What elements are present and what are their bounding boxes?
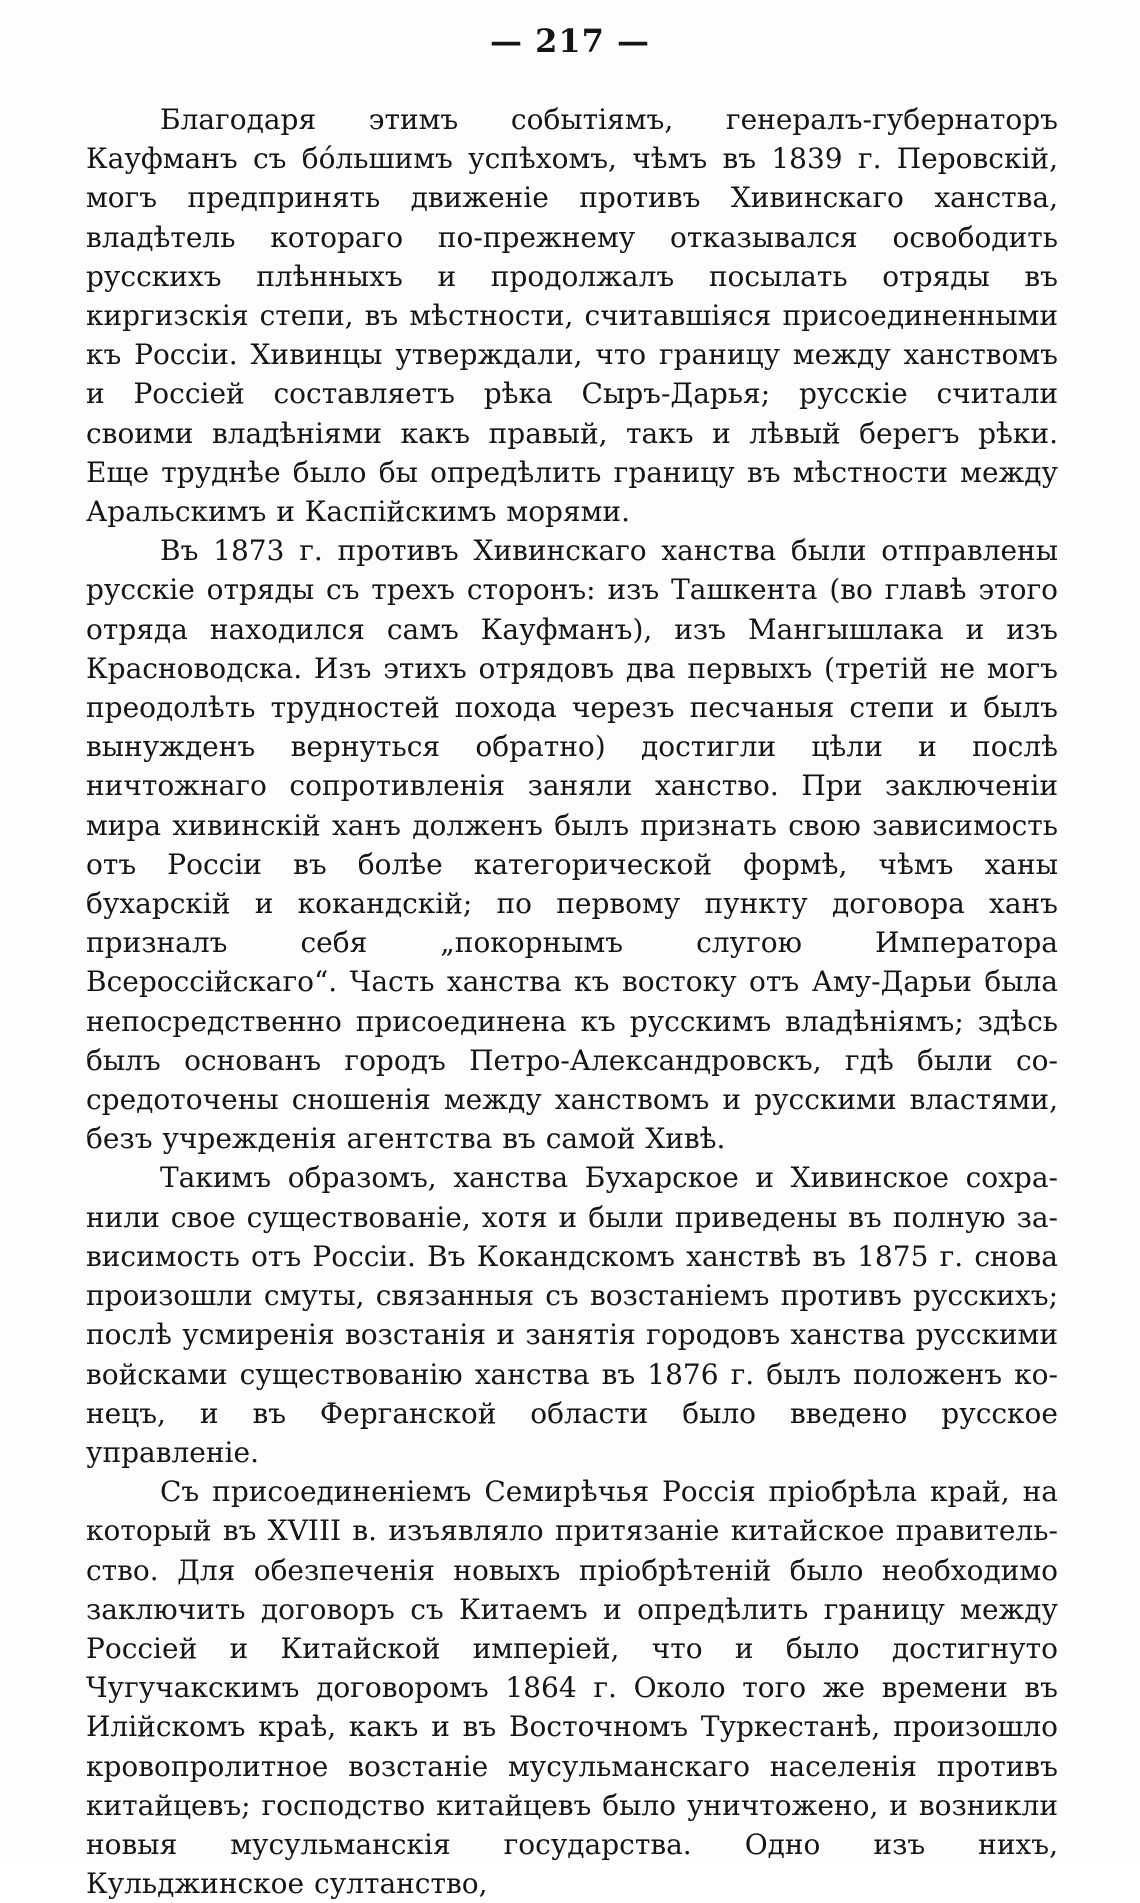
paragraph: Съ присоединеніемъ Семирѣчья Россія пріобрѣла край, на который въ XVIII в. изъявляло притязаніе китайское правительство. Для обезпеченія новыхъ пріобрѣтеній было необходимо заключить договоръ съ Китаемъ и опредѣлить границу между Россіей и Китайской имперіей, что и было достигнуто Чугучакскимъ договоромъ 1864 г. Около того же времени въ Илійскомъ краѣ, какъ и въ Восточномъ Туркестанѣ, произошло кровопролитное возстаніе мусульманскаго населенія противъ китайцевъ; господство китайцевъ было уничтожено, и возникли новыя мусульманскія государства. Одно изъ нихъ, Кульджинское султанство, [86,1475,1058,1901]
page-number: — 217 — [489,22,651,60]
paragraph: Благодаря этимъ событіямъ, генералъ-губернаторъ Кауфманъ съ бо́льшимъ успѣхомъ, чѣмъ въ 1839 г. Перовскій, могъ предпринять движеніе противъ Хивинскаго ханства, владѣтель котораго по-прежнему отказывался освободить русскихъ плѣнныхъ и продолжалъ посылать отряды въ киргизскія степи, въ мѣстности, считавшіяся присоединенными къ Россіи. Хивинцы утверждали, что границу между ханствомъ и Россіей составляетъ рѣка Сыръ-Дарья; русскіе считали своими владѣніями какъ правый, такъ и лѣвый берегъ рѣки. Еще труднѣе было бы опредѣлить границу въ мѣстности между Аральскимъ и Каспійскимъ морями. [86,103,1058,529]
text-body [86,100,1058,1903]
paragraph: Такимъ образомъ, ханства Бухарское и Хивинское сохранили свое существованіе, хотя и были приведены въ полную зависимость отъ Россіи. Въ Кокандскомъ ханствѣ въ 1875 г. снова произошли смуты, связанныя съ возстаніемъ противъ русскихъ; послѣ усмиренія возстанія и занятія городовъ ханства русскими войсками существованію ханства въ 1876 г. былъ положенъ конецъ, и въ Ферганской области было введено русское управленіе. [86,1161,1058,1469]
paragraph: Въ 1873 г. противъ Хивинскаго ханства были отправлены русскіе отряды съ трехъ сторонъ: изъ Ташкента (во главѣ этого отряда находился самъ Кауфманъ), изъ Мангышлака и изъ Красноводска. Изъ этихъ отрядовъ два первыхъ (третій не могъ преодолѣть трудностей похода черезъ песчаныя степи и былъ вынужденъ вернуться обратно) достигли цѣли и послѣ ничтожнаго сопротивленія заняли ханство. При заключеніи мира хивинскій ханъ долженъ былъ признать свою зависимость отъ Россіи въ болѣе категорической формѣ, чѣмъ ханы бухарскій и кокандскій; по первому пункту договора ханъ призналъ себя „покорнымъ слугою Императора Всероссійскаго“. Часть ханства къ востоку отъ Аму-Дарьи была непосредственно присоединена къ русскимъ владѣніямъ; здѣсь былъ основанъ городъ Петро-Александровскъ, гдѣ были сосредоточены сношенія между ханствомъ и русскими властями, безъ учрежденія агентства въ самой Хивѣ. [86,534,1058,1156]
